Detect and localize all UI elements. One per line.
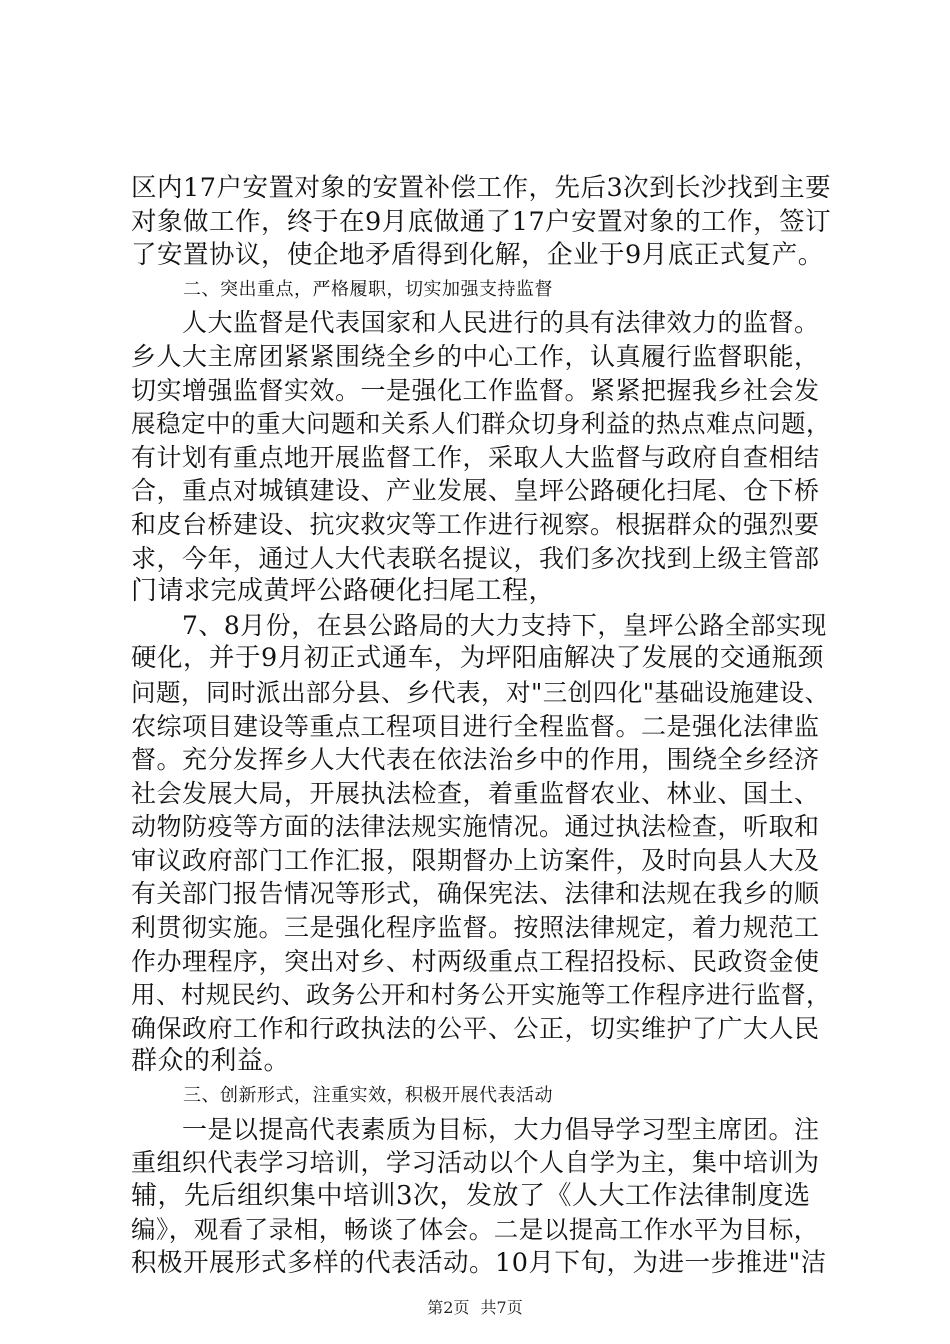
text-line: 一是以提高代表素质为目标，大力倡导学习型主席团。注 [131,1114,820,1144]
text-line: 有关部门报告情况等形式，确保宪法、法律和法规在我乡的顺 [131,879,820,909]
section-heading: 二、突出重点，严格履职，切实加强支持监督 [183,278,553,300]
text-line: 利贯彻实施。三是强化程序监督。按照法律规定，着力规范工 [131,913,820,943]
page-number: 第2页 [427,1298,470,1317]
text-line: 了安置协议，使企地矛盾得到化解，企业于9月底正式复产。 [131,240,824,271]
document-body [131,172,831,1281]
text-line: 7、8月份，在县公路局的大力支持下，皇坪公路全部实现 [131,610,827,640]
text-line: 人大监督是代表国家和人民进行的具有法律效力的监督。 [131,308,820,338]
text-line: 和皮台桥建设、抗灾救灾等工作进行视察。根据群众的强烈要 [131,509,820,539]
text-line: 群众的利益。 [131,1046,291,1077]
text-line: 求，今年，通过人大代表联名提议，我们多次找到上级主管部 [131,543,820,573]
text-line: 区内17户安置对象的安置补偿工作，先后3次到长沙找到主要 [131,173,832,203]
text-line: 问题，同时派出部分县、乡代表，对"三创四化"基础设施建设、 [131,677,830,707]
text-line: 有计划有重点地开展监督工作，采取人大监督与政府自查相结 [131,442,820,472]
text-line: 用、村规民约、政务公开和村务公开实施等工作程序进行监督， [131,980,831,1010]
text-line: 督。充分发挥乡人大代表在依法治乡中的作用，围绕全乡经济 [131,745,820,775]
text-line: 辅，先后组织集中培训3次，发放了《人大工作法律制度选 [131,1180,811,1211]
page-total: 共7页 [480,1298,523,1317]
text-line: 切实增强监督实效。一是强化工作监督。紧紧把握我乡社会发 [131,375,820,405]
text-line: 编》，观看了录相，畅谈了体会。二是以提高工作水平为目标， [131,1215,819,1245]
text-line: 社会发展大局，开展执法检查，着重监督农业、林业、国土、 [131,778,820,808]
text-line: 积极开展形式多样的代表活动。10月下旬，为进一步推进"洁 [131,1248,827,1278]
text-line: 审议政府部门工作汇报，限期督办上访案件，及时向县人大及 [131,845,820,875]
text-line: 作办理程序，突出对乡、村两级重点工程招投标、民政资金使 [131,946,820,976]
text-line: 合，重点对城镇建设、产业发展、皇坪公路硬化扫尾、仓下桥 [131,476,820,506]
text-line: 乡人大主席团紧紧围绕全乡的中心工作，认真履行监督职能， [131,341,820,371]
text-line: 确保政府工作和行政执法的公平、公正，切实维护了广大人民 [131,1013,820,1043]
section-heading: 三、创新形式，注重实效，积极开展代表活动 [183,1085,553,1107]
text-line: 展稳定中的重大问题和关系人们群众切身利益的热点难点问题， [131,409,831,439]
text-line: 动物防疫等方面的法律法规实施情况。通过执法检查，听取和 [131,812,820,842]
text-line: 门请求完成黄坪公路硬化扫尾工程， [131,576,556,607]
text-line: 硬化，并于9月初正式通车，为坪阳庙解决了发展的交通瓶颈 [131,643,824,674]
text-line: 对象做工作，终于在9月底做通了17户安置对象的工作，签订 [131,206,832,237]
page-footer [0,1298,950,1318]
text-line: 重组织代表学习培训，学习活动以个人自学为主，集中培训为 [131,1148,820,1178]
text-line: 农综项目建设等重点工程项目进行全程监督。二是强化法律监 [131,711,820,741]
